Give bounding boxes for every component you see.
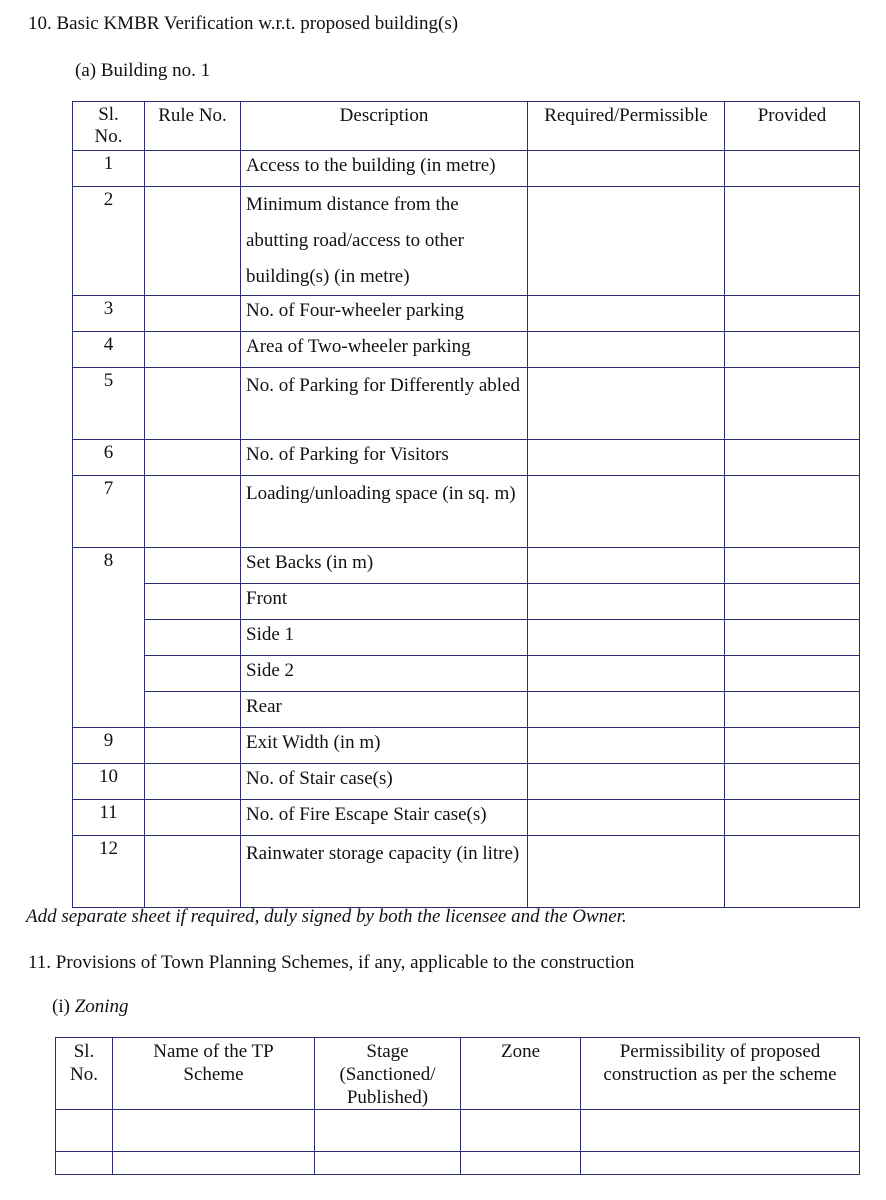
header-rule-no: Rule No. [145, 102, 241, 151]
cell-rule[interactable] [145, 728, 241, 764]
cell-rule[interactable] [145, 187, 241, 296]
table-subrow [73, 584, 860, 620]
cell-tp-scheme[interactable] [113, 1110, 315, 1152]
cell-rule[interactable] [145, 368, 241, 440]
header-zone: Zone [461, 1038, 581, 1110]
cell-sl: 12 [73, 836, 145, 908]
cell-provided[interactable] [725, 187, 860, 296]
cell-required[interactable] [528, 800, 725, 836]
cell-required[interactable] [528, 187, 725, 296]
kmbr-verification-table [72, 101, 860, 908]
cell-rule[interactable] [145, 440, 241, 476]
table-header-row [73, 102, 860, 151]
cell-provided[interactable] [725, 692, 860, 728]
cell-sl: 10 [73, 764, 145, 800]
table-row [73, 296, 860, 332]
cell-rule[interactable] [145, 296, 241, 332]
cell-required[interactable] [528, 151, 725, 187]
cell-description: Minimum distance from the abutting road/access to other building(s) (in metre) [241, 187, 528, 296]
cell-provided[interactable] [725, 584, 860, 620]
cell-stage[interactable] [315, 1110, 461, 1152]
cell-sl: 8 [73, 548, 145, 728]
cell-provided[interactable] [725, 476, 860, 548]
cell-rule[interactable] [145, 764, 241, 800]
table-subrow [73, 656, 860, 692]
zoning-prefix: (i) [52, 996, 75, 1017]
table-row [73, 368, 860, 440]
cell-permissibility[interactable] [581, 1110, 860, 1152]
cell-rule[interactable] [145, 620, 241, 656]
cell-provided[interactable] [725, 440, 860, 476]
cell-description: No. of Parking for Differently abled [241, 368, 528, 440]
table-row [73, 440, 860, 476]
tp-scheme-table [55, 1037, 860, 1175]
cell-required[interactable] [528, 836, 725, 908]
header-sl-no: Sl. No. [56, 1038, 113, 1110]
cell-description: No. of Fire Escape Stair case(s) [241, 800, 528, 836]
table-row [56, 1152, 860, 1175]
cell-rule[interactable] [145, 836, 241, 908]
cell-rule[interactable] [145, 800, 241, 836]
cell-required[interactable] [528, 728, 725, 764]
cell-provided[interactable] [725, 836, 860, 908]
cell-zone[interactable] [461, 1152, 581, 1175]
header-permissibility: Permissibility of proposed construction as per the scheme [581, 1038, 860, 1110]
zoning-label: Zoning [74, 996, 129, 1017]
table-row [73, 476, 860, 548]
header-description: Description [241, 102, 528, 151]
table-subrow [73, 692, 860, 728]
cell-required[interactable] [528, 692, 725, 728]
cell-sl: 6 [73, 440, 145, 476]
section-11-heading: 11. Provisions of Town Planning Schemes, if any, applicable to the construction [28, 952, 635, 973]
cell-description: No. of Stair case(s) [241, 764, 528, 800]
cell-provided[interactable] [725, 332, 860, 368]
cell-provided[interactable] [725, 728, 860, 764]
header-required-permissible: Required/Permissible [528, 102, 725, 151]
table-subrow [73, 620, 860, 656]
cell-zone[interactable] [461, 1110, 581, 1152]
cell-required[interactable] [528, 368, 725, 440]
cell-provided[interactable] [725, 368, 860, 440]
table-row [73, 728, 860, 764]
cell-sl: 9 [73, 728, 145, 764]
table-row [73, 187, 860, 296]
cell-description: Front [241, 584, 528, 620]
cell-description: Exit Width (in m) [241, 728, 528, 764]
cell-required[interactable] [528, 584, 725, 620]
cell-provided[interactable] [725, 151, 860, 187]
cell-rule[interactable] [145, 332, 241, 368]
table-row [73, 332, 860, 368]
cell-sl: 11 [73, 800, 145, 836]
zoning-subheading [52, 996, 129, 1018]
cell-sl[interactable] [56, 1110, 113, 1152]
cell-rule[interactable] [145, 548, 241, 584]
cell-provided[interactable] [725, 620, 860, 656]
cell-required[interactable] [528, 476, 725, 548]
cell-description: Access to the building (in metre) [241, 151, 528, 187]
cell-description: Side 2 [241, 656, 528, 692]
cell-sl[interactable] [56, 1152, 113, 1175]
cell-permissibility[interactable] [581, 1152, 860, 1175]
table-row [73, 800, 860, 836]
cell-provided[interactable] [725, 800, 860, 836]
header-sl-no: Sl. No. [73, 102, 145, 151]
cell-provided[interactable] [725, 296, 860, 332]
building-subheading: (a) Building no. 1 [75, 60, 211, 81]
cell-description: Rear [241, 692, 528, 728]
cell-sl: 7 [73, 476, 145, 548]
cell-rule[interactable] [145, 584, 241, 620]
cell-required[interactable] [528, 332, 725, 368]
cell-sl: 3 [73, 296, 145, 332]
cell-tp-scheme[interactable] [113, 1152, 315, 1175]
cell-description: Area of Two-wheeler parking [241, 332, 528, 368]
cell-required[interactable] [528, 656, 725, 692]
cell-required[interactable] [528, 620, 725, 656]
table-row [73, 836, 860, 908]
cell-description: No. of Four-wheeler parking [241, 296, 528, 332]
table-header-row [56, 1038, 860, 1110]
cell-description: Rainwater storage capacity (in litre) [241, 836, 528, 908]
section-10-heading: 10. Basic KMBR Verification w.r.t. proposed building(s) [28, 13, 459, 34]
cell-rule[interactable] [145, 656, 241, 692]
cell-required[interactable] [528, 440, 725, 476]
cell-rule[interactable] [145, 151, 241, 187]
table-row [73, 548, 860, 584]
cell-provided[interactable] [725, 656, 860, 692]
cell-sl: 1 [73, 151, 145, 187]
header-tp-scheme-name: Name of the TP Scheme [113, 1038, 315, 1110]
separate-sheet-note: Add separate sheet if required, duly signed by both the licensee and the Owner. [26, 906, 627, 927]
cell-provided[interactable] [725, 548, 860, 584]
cell-required[interactable] [528, 548, 725, 584]
cell-sl: 2 [73, 187, 145, 296]
cell-description: Set Backs (in m) [241, 548, 528, 584]
cell-sl: 4 [73, 332, 145, 368]
cell-required[interactable] [528, 296, 725, 332]
header-stage: Stage (Sanctioned/ Published) [315, 1038, 461, 1110]
cell-description: Side 1 [241, 620, 528, 656]
cell-sl: 5 [73, 368, 145, 440]
cell-description: Loading/unloading space (in sq. m) [241, 476, 528, 548]
cell-required[interactable] [528, 764, 725, 800]
cell-provided[interactable] [725, 764, 860, 800]
cell-description: No. of Parking for Visitors [241, 440, 528, 476]
cell-rule[interactable] [145, 476, 241, 548]
cell-stage[interactable] [315, 1152, 461, 1175]
cell-rule[interactable] [145, 692, 241, 728]
table-row [73, 151, 860, 187]
table-row [56, 1110, 860, 1152]
header-provided: Provided [725, 102, 860, 151]
table-row [73, 764, 860, 800]
